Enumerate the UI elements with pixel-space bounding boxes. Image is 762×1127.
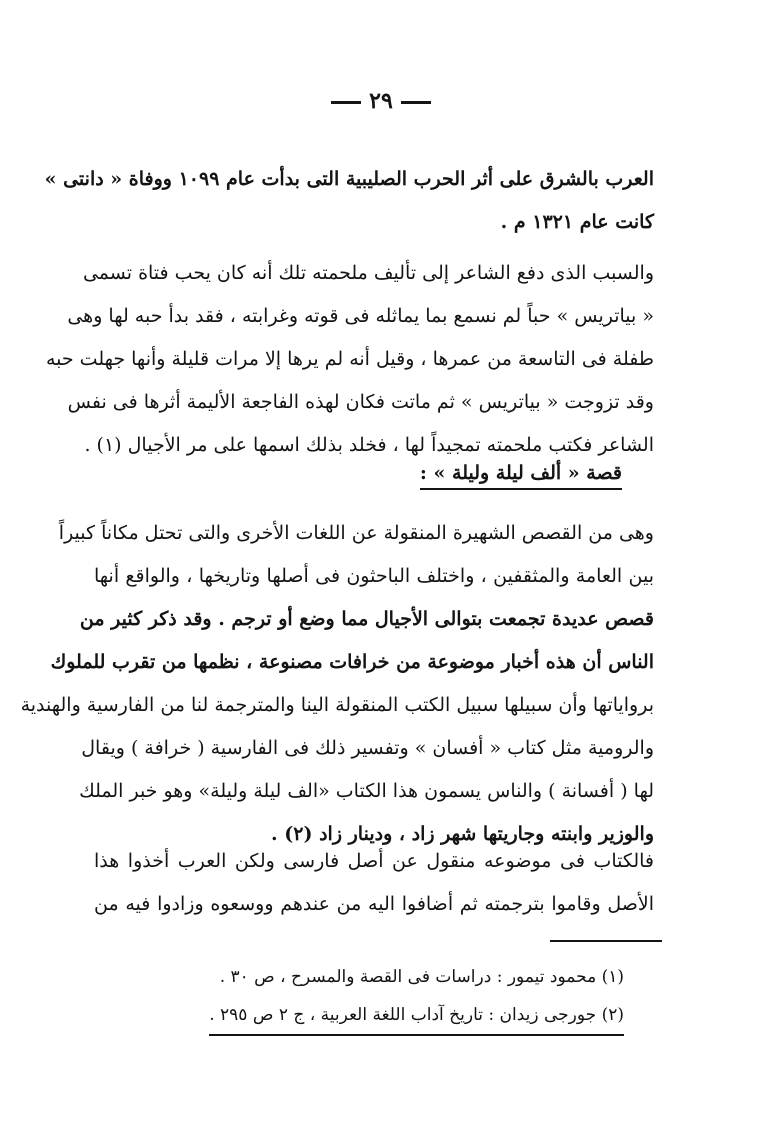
text-line: والوزير وابنته وجاريتها شهر زاد ، ودينار زاد (٢) . (271, 823, 654, 845)
text-line: والسبب الذى دفع الشاعر إلى تأليف ملحمته تلك أنه كان يحب فتاة تسمى (82, 262, 654, 284)
dash-right (401, 101, 431, 104)
text-line: الناس أن هذه أخبار موضوعة من خرافات مصنوعة ، نظمها من تقرب للملوك (50, 651, 654, 673)
text-line: العرب بالشرق على أثر الحرب الصليبية التى بدأت عام ١٠٩٩ ووفاة « دانتى » (44, 168, 654, 190)
footnote-1: (١) محمود تيمور : دراسات فى القصة والمسرح ، ص ٣٠ . (219, 967, 624, 987)
text-line: والرومية مثل كتاب « أفسان » وتفسير ذلك فى الفارسية ( خرافة ) ويقال (81, 737, 654, 759)
text-line: برواياتها وأن سبيلها سبيل الكتب المنقولة الينا والمترجمة لنا من الفارسية والهندية (20, 694, 654, 716)
text-line: فالكتاب فى موضوعه منقول عن أصل فارسى ولكن العرب أخذوا هذا (94, 850, 654, 872)
paragraph-4 (94, 840, 654, 926)
dash-left (331, 101, 361, 104)
text-line: طفلة فى التاسعة من عمرها ، وقيل أنه لم يرها إلا مرات قليلة وأنها جهلت حبه (45, 348, 654, 370)
text-line: وقد تزوجت « بياتريس » ثم ماتت فكان لهذه الفاجعة الأليمة أثرها فى نفس (67, 391, 654, 413)
footnotes (144, 958, 624, 1036)
text-line: بين العامة والمثقفين ، واختلف الباحثون فى أصلها وتاريخها ، والواقع أنها (94, 565, 654, 587)
text-line: الأصل وقاموا بترجمته ثم أضافوا اليه من عندهم ووسعوه وزادوا فيه من (94, 893, 654, 915)
text-line: وهى من القصص الشهيرة المنقولة عن اللغات الأخرى والتى تحتل مكاناً كبيراً (58, 522, 654, 544)
text-line: لها ( أفسانة ) والناس يسمون هذا الكتاب «الف ليلة وليلة» وهو خبر الملك (79, 780, 654, 802)
footnote-2: (٢) جورجى زيدان : تاريخ آداب اللغة العربية ، ج ٢ ص ٢٩٥ . (209, 996, 624, 1036)
section-heading: قصة « ألف ليلة وليلة » : (420, 462, 622, 490)
paragraph-1 (44, 158, 654, 244)
text-line: « بياتريس » حباً لم نسمع بما يماثله فى قوته وغرابته ، فقد بدأ حبه لها وهى (67, 305, 654, 327)
paragraph-2 (45, 252, 654, 467)
footnote-divider (550, 940, 662, 942)
paragraph-3 (20, 512, 654, 856)
page-number-value: ٢٩ (369, 88, 393, 114)
text-line: الشاعر فكتب ملحمته تمجيداً لها ، فخلد بذلك اسمها على مر الأجيال (١) . (84, 434, 654, 456)
text-line: قصص عديدة تجمعت بتوالى الأجيال مما وضع أو ترجم . وقد ذكر كثير من (79, 608, 654, 630)
page-number (0, 88, 762, 114)
text-line: كانت عام ١٣٢١ م . (500, 211, 654, 233)
